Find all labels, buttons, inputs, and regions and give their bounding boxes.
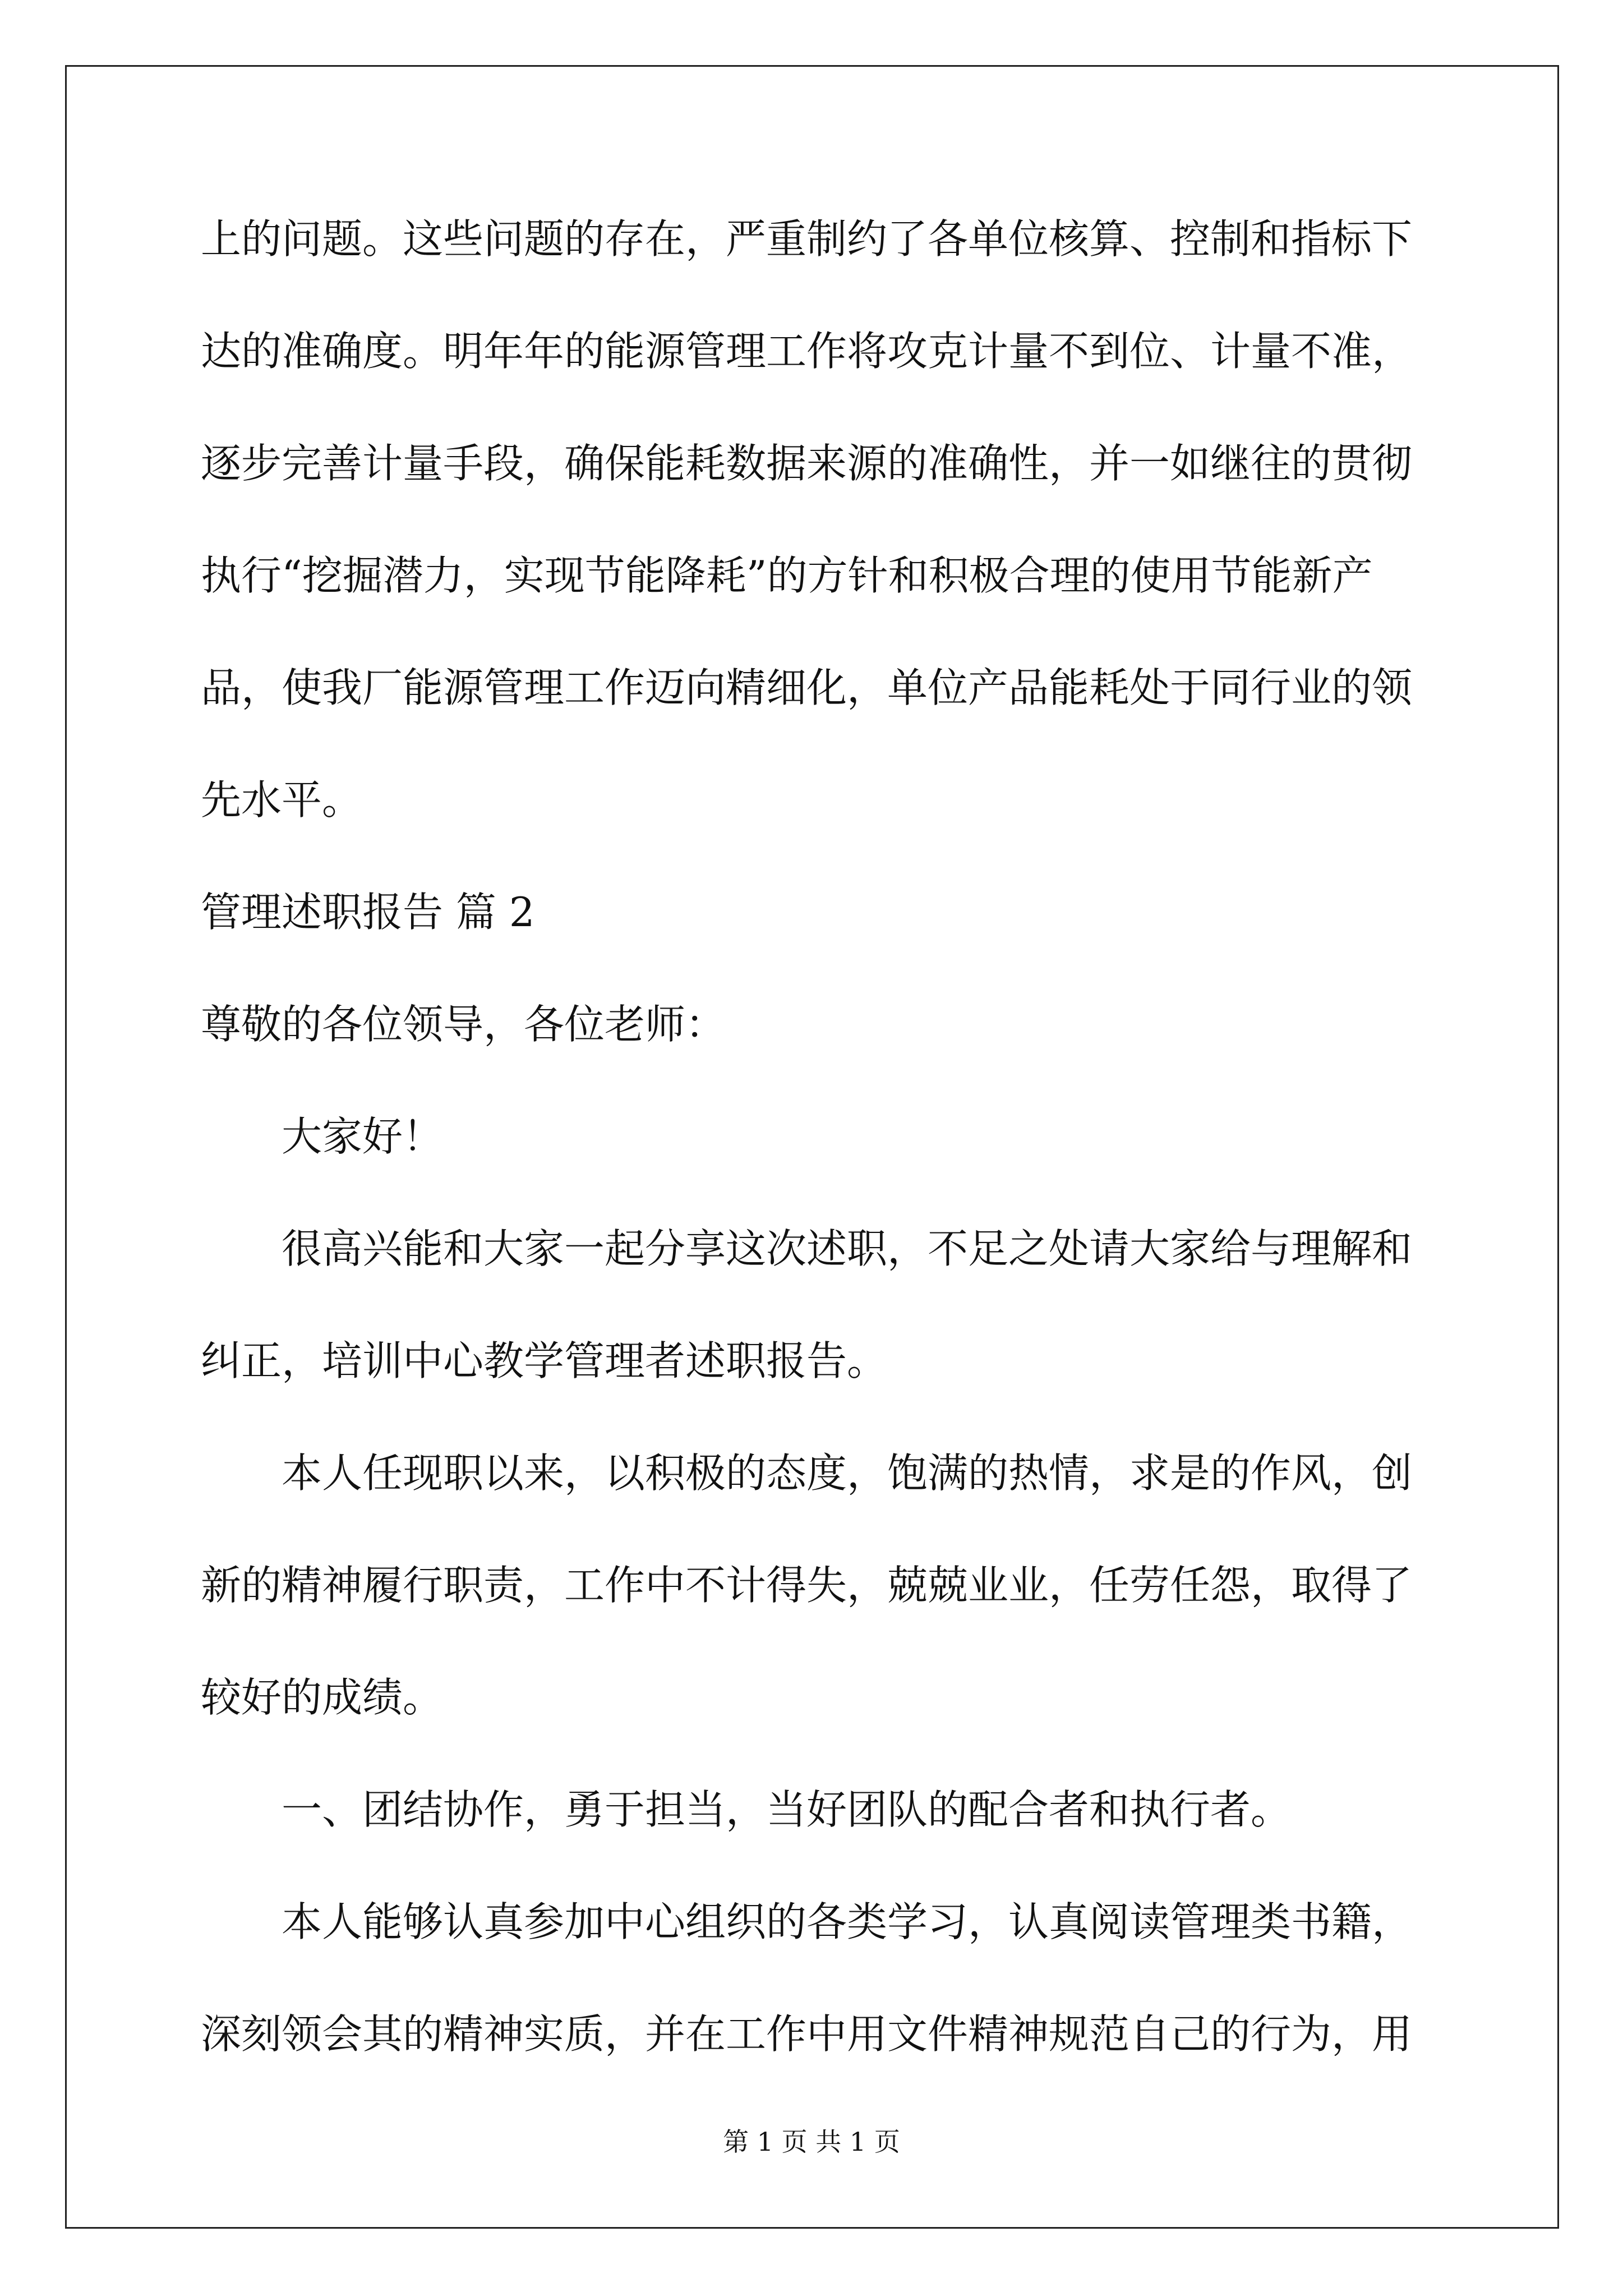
salutation: 尊敬的各位领导，各位老师： [201,1001,726,1048]
text-line-12: 本人任现职以来，以积极的态度，饱满的热情，求是的作风，创 [282,1450,1413,1497]
text-line-5: 品，使我厂能源管理工作迈向精细化，单位产品能耗处于同行业的领 [201,664,1413,711]
greeting: 大家好！ [282,1113,444,1160]
page-footer: 第 1 页 共 1 页 [723,2127,900,2157]
text-line-10: 很高兴能和大家一起分享这次述职，不足之处请大家给与理解和 [282,1225,1413,1272]
subheading-1: 一、团结协作，勇于担当，当好团队的配合者和执行者。 [282,1786,1292,1833]
text-line-11: 纠正，培训中心教学管理者述职报告。 [201,1337,888,1384]
text-line-3: 逐步完善计量手段，确保能耗数据来源的准确性，并一如继往的贯彻 [201,440,1413,487]
text-line-13: 新的精神履行职责，工作中不计得失，兢兢业业，任劳任怨，取得了 [201,1562,1413,1609]
text-line-1: 上的问题。这些问题的存在，严重制约了各单位核算、控制和指标下 [201,215,1413,263]
text-line-2: 达的准确度。明年年的能源管理工作将攻克计量不到位、计量不准， [201,328,1413,375]
section-heading: 管理述职报告 篇 2 [201,889,535,936]
text-line-17: 深刻领会其的精神实质，并在工作中用文件精神规范自己的行为，用 [201,2010,1413,2058]
text-line-14: 较好的成绩。 [201,1674,444,1721]
text-line-4: 执行“挖掘潜力，实现节能降耗”的方针和积极合理的使用节能新产 [201,552,1373,599]
text-line-16: 本人能够认真参加中心组织的各类学习，认真阅读管理类书籍， [282,1898,1413,1945]
text-line-6: 先水平。 [201,776,363,823]
